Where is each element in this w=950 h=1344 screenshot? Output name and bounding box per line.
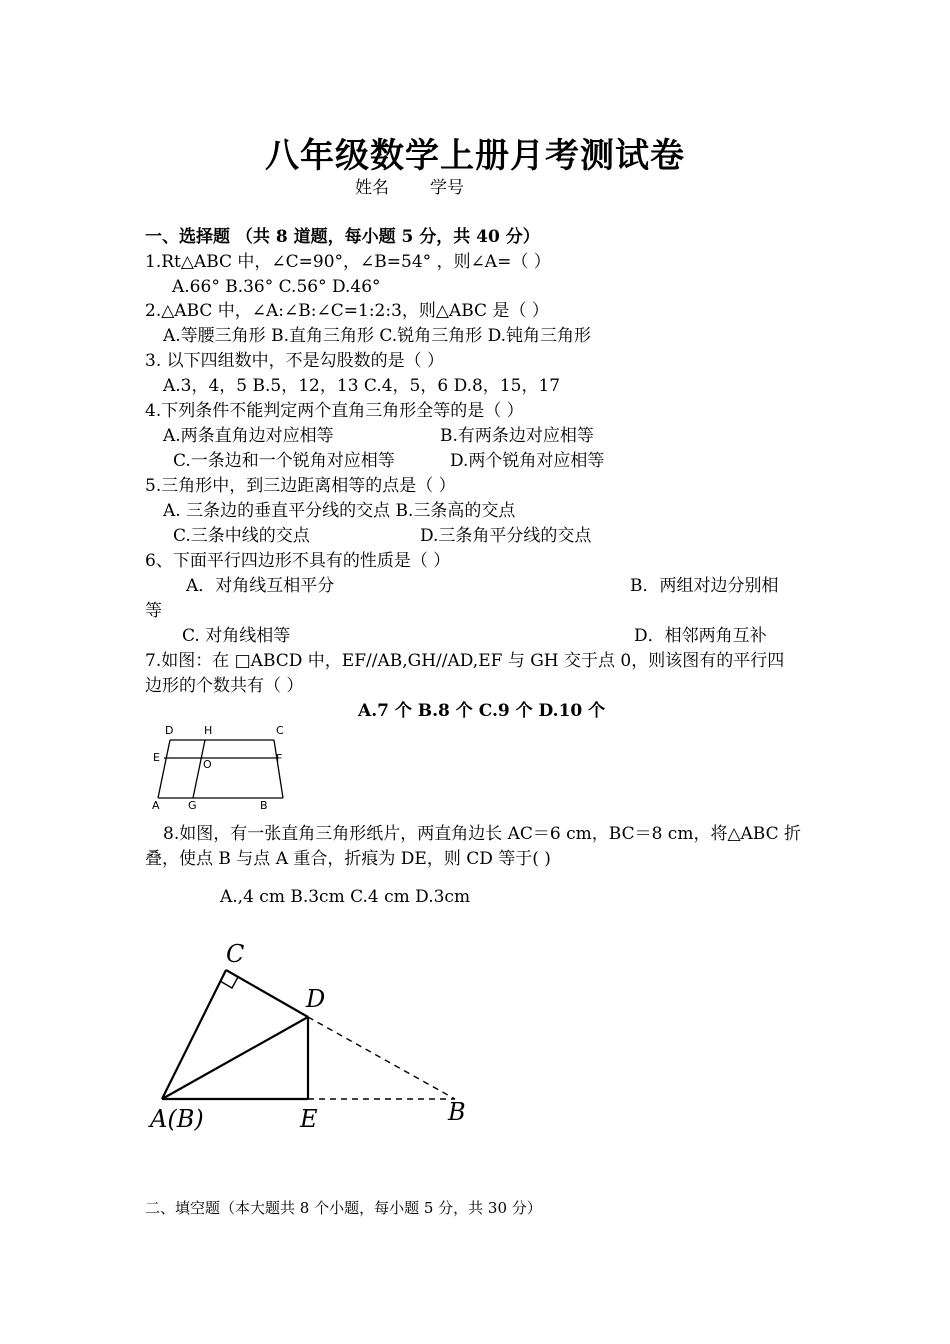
q4-option-b: B.有两条边对应相等	[440, 426, 594, 446]
q7-label-g: G	[188, 799, 197, 812]
q8-stem-line1: 8.如图，有一张直角三角形纸片，两直角边长 AC＝6 cm，BC＝8 cm，将△ABC 折	[163, 824, 802, 844]
q2-options: A.等腰三角形 B.直角三角形 C.锐角三角形 D.钝角三角形	[163, 326, 592, 346]
q6-option-b: B．两组对边分别相	[630, 576, 779, 596]
q7-parallelogram-figure	[148, 718, 298, 813]
q7-label-h: H	[204, 724, 213, 737]
q7-label-e: E	[153, 751, 160, 764]
section2-heading: 二、填空题（本大题共 8 个小题，每小题 5 分，共 30 分）	[145, 1199, 542, 1217]
section1-heading: 一、选择题 （共 8 道题，每小题 5 分，共 40 分）	[145, 227, 540, 247]
q5-option-ab: A. 三条边的垂直平分线的交点 B.三条高的交点	[163, 501, 516, 521]
q4-option-c: C.一条边和一个锐角对应相等	[173, 451, 395, 471]
q8-stem-line2: 叠，使点 B 与点 A 重合，折痕为 DE，则 CD 等于( )	[145, 849, 551, 869]
q8-options: A.,4 cm B.3cm C.4 cm D.3cm	[220, 887, 471, 907]
q7-label-c: C	[276, 724, 284, 737]
q3-stem: 3. 以下四组数中，不是勾股数的是（ ）	[145, 351, 445, 371]
q7-label-f: F	[276, 752, 283, 765]
q8-label-d: D	[306, 985, 326, 1013]
q7-label-b: B	[260, 799, 268, 812]
q8-label-b: B	[448, 1098, 466, 1126]
name-label: 姓名	[355, 178, 389, 198]
q4-stem: 4.下列条件不能判定两个直角三角形全等的是（ ）	[145, 401, 524, 421]
q8-label-ab: A(B)	[150, 1105, 204, 1133]
q6-option-b-continued: 等	[145, 601, 162, 621]
q4-option-a: A.两条直角边对应相等	[163, 426, 334, 446]
q7-stem-line1: 7.如图：在 □ABCD 中，EF//AB,GH//AD,EF 与 GH 交于点 0，则该图有的平行四	[145, 651, 785, 671]
q7-label-d: D	[165, 724, 174, 737]
q8-label-e: E	[300, 1105, 318, 1133]
q7-label-a: A	[152, 799, 160, 812]
q7-options: A.7 个 B.8 个 C.9 个 D.10 个	[358, 701, 606, 721]
q7-label-o: O	[203, 758, 212, 771]
q8-label-c: C	[226, 940, 245, 968]
q1-stem: 1.Rt△ABC 中，∠C=90°，∠B=54° ，则∠A=（ ）	[145, 252, 551, 272]
q6-option-a: A．对角线互相平分	[186, 576, 335, 596]
q5-option-d: D.三条角平分线的交点	[420, 526, 592, 546]
q6-option-c: C. 对角线相等	[182, 626, 291, 646]
student-number-label: 学号	[430, 178, 464, 198]
q8-triangle-figure	[140, 935, 490, 1140]
q1-options: A.66° B.36° C.56° D.46°	[172, 277, 381, 297]
q5-option-c: C.三条中线的交点	[173, 526, 310, 546]
q5-stem: 5.三角形中，到三边距离相等的点是（ ）	[145, 476, 456, 496]
q6-stem: 6、下面平行四边形不具有的性质是（ ）	[145, 551, 451, 571]
page-title: 八年级数学上册月考测试卷	[265, 136, 685, 176]
q2-stem: 2.△ABC 中，∠A:∠B:∠C=1:2:3，则△ABC 是（ ）	[145, 301, 549, 321]
q4-option-d: D.两个锐角对应相等	[450, 451, 605, 471]
q6-option-d: D．相邻两角互补	[634, 626, 767, 646]
q7-stem-line2: 边形的个数共有（ ）	[145, 676, 304, 696]
q3-options: A.3，4，5 B.5，12，13 C.4，5，6 D.8，15，17	[163, 376, 561, 396]
